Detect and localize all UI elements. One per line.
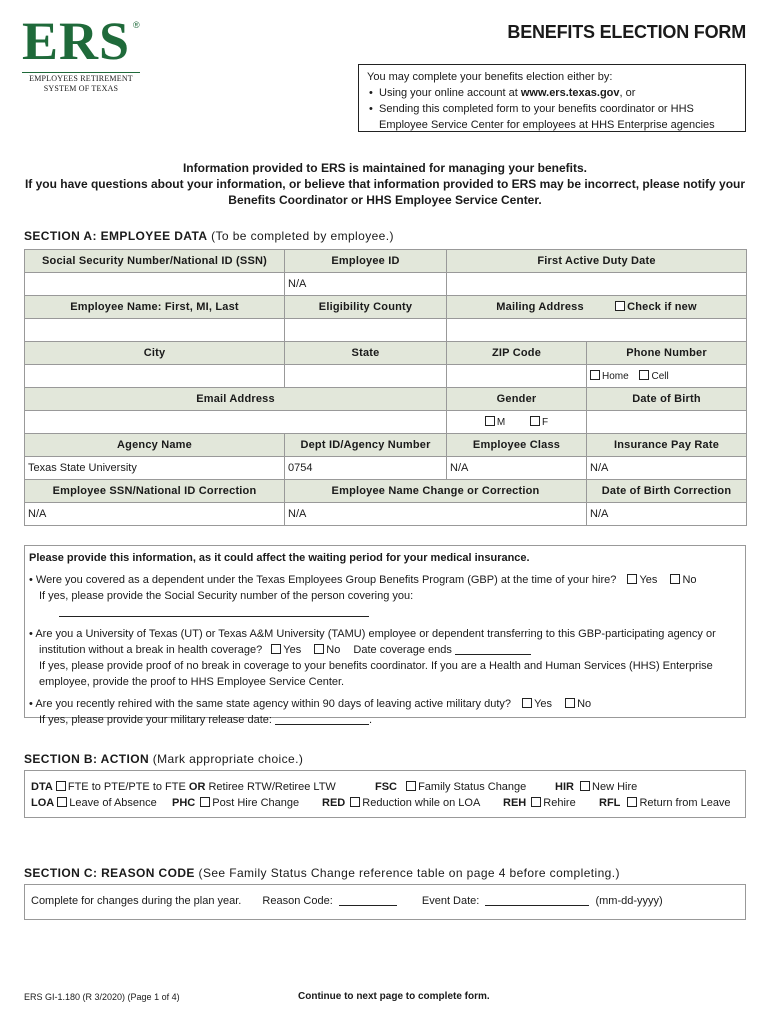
- red-checkbox[interactable]: [350, 797, 360, 807]
- dept-id-field[interactable]: 0754: [285, 457, 447, 480]
- gender-f-checkbox[interactable]: [530, 416, 540, 426]
- pay-rate-field[interactable]: N/A: [587, 457, 747, 480]
- zip-field[interactable]: [447, 365, 587, 388]
- continue-note: Continue to next page to complete form.: [298, 991, 490, 1002]
- eligibility-county-field[interactable]: [285, 319, 447, 342]
- reh-checkbox[interactable]: [531, 797, 541, 807]
- state-field[interactable]: [285, 365, 447, 388]
- employee-name-label: Employee Name: First, MI, Last: [25, 296, 285, 319]
- mailing-address-label: Mailing Address Check if new: [447, 296, 747, 319]
- reason-code-box: [24, 884, 746, 920]
- pay-rate-label: Insurance Pay Rate: [587, 434, 747, 457]
- first-duty-field[interactable]: [447, 273, 747, 296]
- military-release-date-field[interactable]: [275, 713, 369, 725]
- phc-checkbox[interactable]: [200, 797, 210, 807]
- notice-item-mail: • Sending this completed form to your benefits coordinator or HHS Employee Service Center for employees at HHS Enterprise agencies: [367, 101, 737, 133]
- waiting-period-questions: [24, 545, 746, 726]
- phone-type: Home Cell: [587, 365, 747, 388]
- agency-name-field[interactable]: Texas State University: [25, 457, 285, 480]
- question-ut-tamu: • Are you a University of Texas (UT) or Texas A&M University (TAMU) employee or dependent transferring to this GBP-participating agency or institution without a break in health coverage? Yes No Date coverage ends If yes, please provide proof of no break in coverage to your benefits coordinator. If you are a Health and Human Services (HHS) Enterprise employee, provide the proof to HHS Employee Service Center.: [29, 628, 716, 688]
- mailing-address-field[interactable]: [447, 319, 747, 342]
- employee-id-label: Employee ID: [285, 250, 447, 273]
- action-dta: DTA FTE to PTE/PTE to FTE OR Retiree RTW/Retiree LTW: [31, 781, 336, 793]
- dob-correction-field[interactable]: N/A: [587, 503, 747, 526]
- home-phone-checkbox[interactable]: [590, 370, 600, 380]
- q1-no-checkbox[interactable]: [670, 574, 680, 584]
- hir-checkbox[interactable]: [580, 781, 590, 791]
- covering-ssn-field[interactable]: [59, 605, 369, 617]
- intro-text: Information provided to ERS is maintained for managing your benefits. If you have questions about your information, or believe that information provided to ERS may be incorrect, please notify your Benefits Coordinator or HHS Employee Service Center.: [24, 161, 746, 207]
- event-date-field[interactable]: [485, 894, 589, 906]
- q3-no-checkbox[interactable]: [565, 698, 575, 708]
- section-c-title: SECTION C: REASON CODE (See Family Status Change reference table on page 4 before completing.): [24, 866, 620, 880]
- registered-mark: ®: [133, 20, 140, 30]
- employee-name-field[interactable]: [25, 319, 285, 342]
- form-title: BENEFITS ELECTION FORM: [507, 22, 746, 42]
- action-rfl: RFL Return from Leave: [599, 797, 731, 809]
- action-phc: PHC Post Hire Change: [172, 797, 300, 809]
- questions-lead: Please provide this information, as it could affect the waiting period for your medical insurance.: [29, 552, 530, 564]
- dob-field[interactable]: [587, 411, 747, 434]
- q3-yes-checkbox[interactable]: [522, 698, 532, 708]
- employee-class-field[interactable]: N/A: [447, 457, 587, 480]
- gender-options: M F: [447, 411, 587, 434]
- loa-checkbox[interactable]: [57, 797, 67, 807]
- ssn-label: Social Security Number/National ID (SSN): [25, 250, 285, 273]
- q2-yes-checkbox[interactable]: [271, 644, 281, 654]
- ers-website-link[interactable]: www.ers.texas.gov: [520, 87, 620, 99]
- action-red: RED Reduction while on LOA: [322, 797, 481, 809]
- dept-id-label: Dept ID/Agency Number: [285, 434, 447, 457]
- section-b-title: SECTION B: ACTION (Mark appropriate choice.): [24, 752, 304, 766]
- coverage-end-date-field[interactable]: [455, 643, 531, 655]
- q1-yes-checkbox[interactable]: [627, 574, 637, 584]
- eligibility-county-label: Eligibility County: [285, 296, 447, 319]
- employee-class-label: Employee Class: [447, 434, 587, 457]
- reason-code-label: Reason Code:: [262, 895, 333, 907]
- question-military: • Are you recently rehired with the same state agency within 90 days of leaving active military duty? Yes No If yes, please provide your military release date: .: [29, 698, 592, 726]
- event-date-label: Event Date:: [421, 895, 480, 907]
- ssn-correction-field[interactable]: N/A: [25, 503, 285, 526]
- q2-no-checkbox[interactable]: [314, 644, 324, 654]
- city-label: City: [25, 342, 285, 365]
- notice-item-online: • Using your online account at www.ers.texas.gov, or: [367, 85, 737, 101]
- question-dependent: • Were you covered as a dependent under the Texas Employees Group Benefits Program (GBP) at the time of your hire? Yes No If yes, please provide the Social Security number of the person covering you:: [29, 572, 741, 620]
- phone-label: Phone Number: [587, 342, 747, 365]
- section-a-title: SECTION A: EMPLOYEE DATA (To be completed by employee.): [24, 229, 394, 243]
- employee-data-table: [24, 249, 747, 526]
- name-correction-field[interactable]: N/A: [285, 503, 587, 526]
- name-correction-label: Employee Name Change or Correction: [285, 480, 587, 503]
- rfl-checkbox[interactable]: [627, 797, 637, 807]
- form-id: ERS GI-1.180 (R 3/2020) (Page 1 of 4): [24, 992, 180, 1002]
- reason-instruction: Complete for changes during the plan year.: [31, 895, 242, 907]
- ssn-correction-label: Employee SSN/National ID Correction: [25, 480, 285, 503]
- dta-checkbox[interactable]: [56, 781, 66, 791]
- election-notice: [358, 64, 746, 132]
- fsc-checkbox[interactable]: [406, 781, 416, 791]
- ssn-field[interactable]: [25, 273, 285, 296]
- date-format-hint: (mm-dd-yyyy): [595, 895, 663, 907]
- state-label: State: [285, 342, 447, 365]
- check-if-new-checkbox[interactable]: [615, 301, 625, 311]
- notice-intro: You may complete your benefits election either by:: [367, 71, 613, 83]
- action-fsc: FSC Family Status Change: [375, 781, 527, 793]
- zip-label: ZIP Code: [447, 342, 587, 365]
- email-label: Email Address: [25, 388, 447, 411]
- action-loa: LOA Leave of Absence: [31, 797, 157, 809]
- email-field[interactable]: [25, 411, 447, 434]
- first-duty-label: First Active Duty Date: [447, 250, 747, 273]
- reason-code-field[interactable]: [339, 894, 397, 906]
- logo-subtitle: EMPLOYEES RETIREMENT SYSTEM OF TEXAS: [22, 72, 140, 94]
- cell-phone-checkbox[interactable]: [639, 370, 649, 380]
- action-hir: HIR New Hire: [555, 781, 638, 793]
- gender-label: Gender: [447, 388, 587, 411]
- city-field[interactable]: [25, 365, 285, 388]
- dob-correction-label: Date of Birth Correction: [587, 480, 747, 503]
- ers-logo: ERS: [22, 11, 131, 71]
- action-box: [24, 770, 746, 818]
- employee-id-field[interactable]: N/A: [285, 273, 447, 296]
- agency-name-label: Agency Name: [25, 434, 285, 457]
- dob-label: Date of Birth: [587, 388, 747, 411]
- action-reh: REH Rehire: [503, 797, 576, 809]
- gender-m-checkbox[interactable]: [485, 416, 495, 426]
